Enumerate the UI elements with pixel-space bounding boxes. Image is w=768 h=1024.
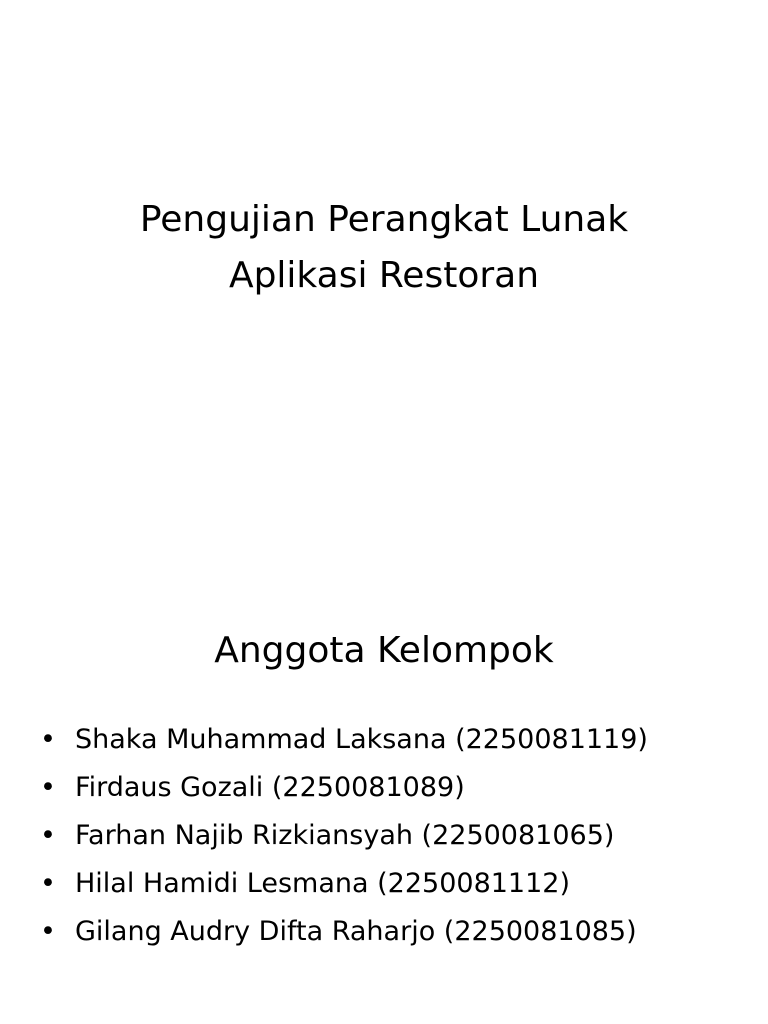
bullet-icon: • [40, 724, 56, 755]
list-item [38, 812, 738, 860]
bullet-icon: • [40, 868, 56, 899]
title-line-2: Aplikasi Restoran [228, 255, 540, 296]
section-heading: Anggota Kelompok [214, 630, 554, 671]
bullet-icon: • [40, 772, 56, 803]
list-item [38, 908, 738, 956]
member-name: Gilang Audry Difta Raharjo (2250081085) [75, 916, 637, 947]
bullet-icon: • [40, 820, 56, 851]
bullet-icon: • [40, 916, 56, 947]
title-line-1: Pengujian Perangkat Lunak [139, 199, 629, 240]
list-item [38, 860, 738, 908]
list-item [38, 716, 738, 764]
member-name: Farhan Najib Rizkiansyah (2250081065) [75, 820, 615, 851]
presentation-title [0, 192, 768, 304]
member-name: Hilal Hamidi Lesmana (2250081112) [75, 868, 570, 899]
member-name: Shaka Muhammad Laksana (2250081119) [75, 724, 648, 755]
list-item [38, 764, 738, 812]
member-list [38, 716, 738, 956]
member-name: Firdaus Gozali (2250081089) [75, 772, 465, 803]
